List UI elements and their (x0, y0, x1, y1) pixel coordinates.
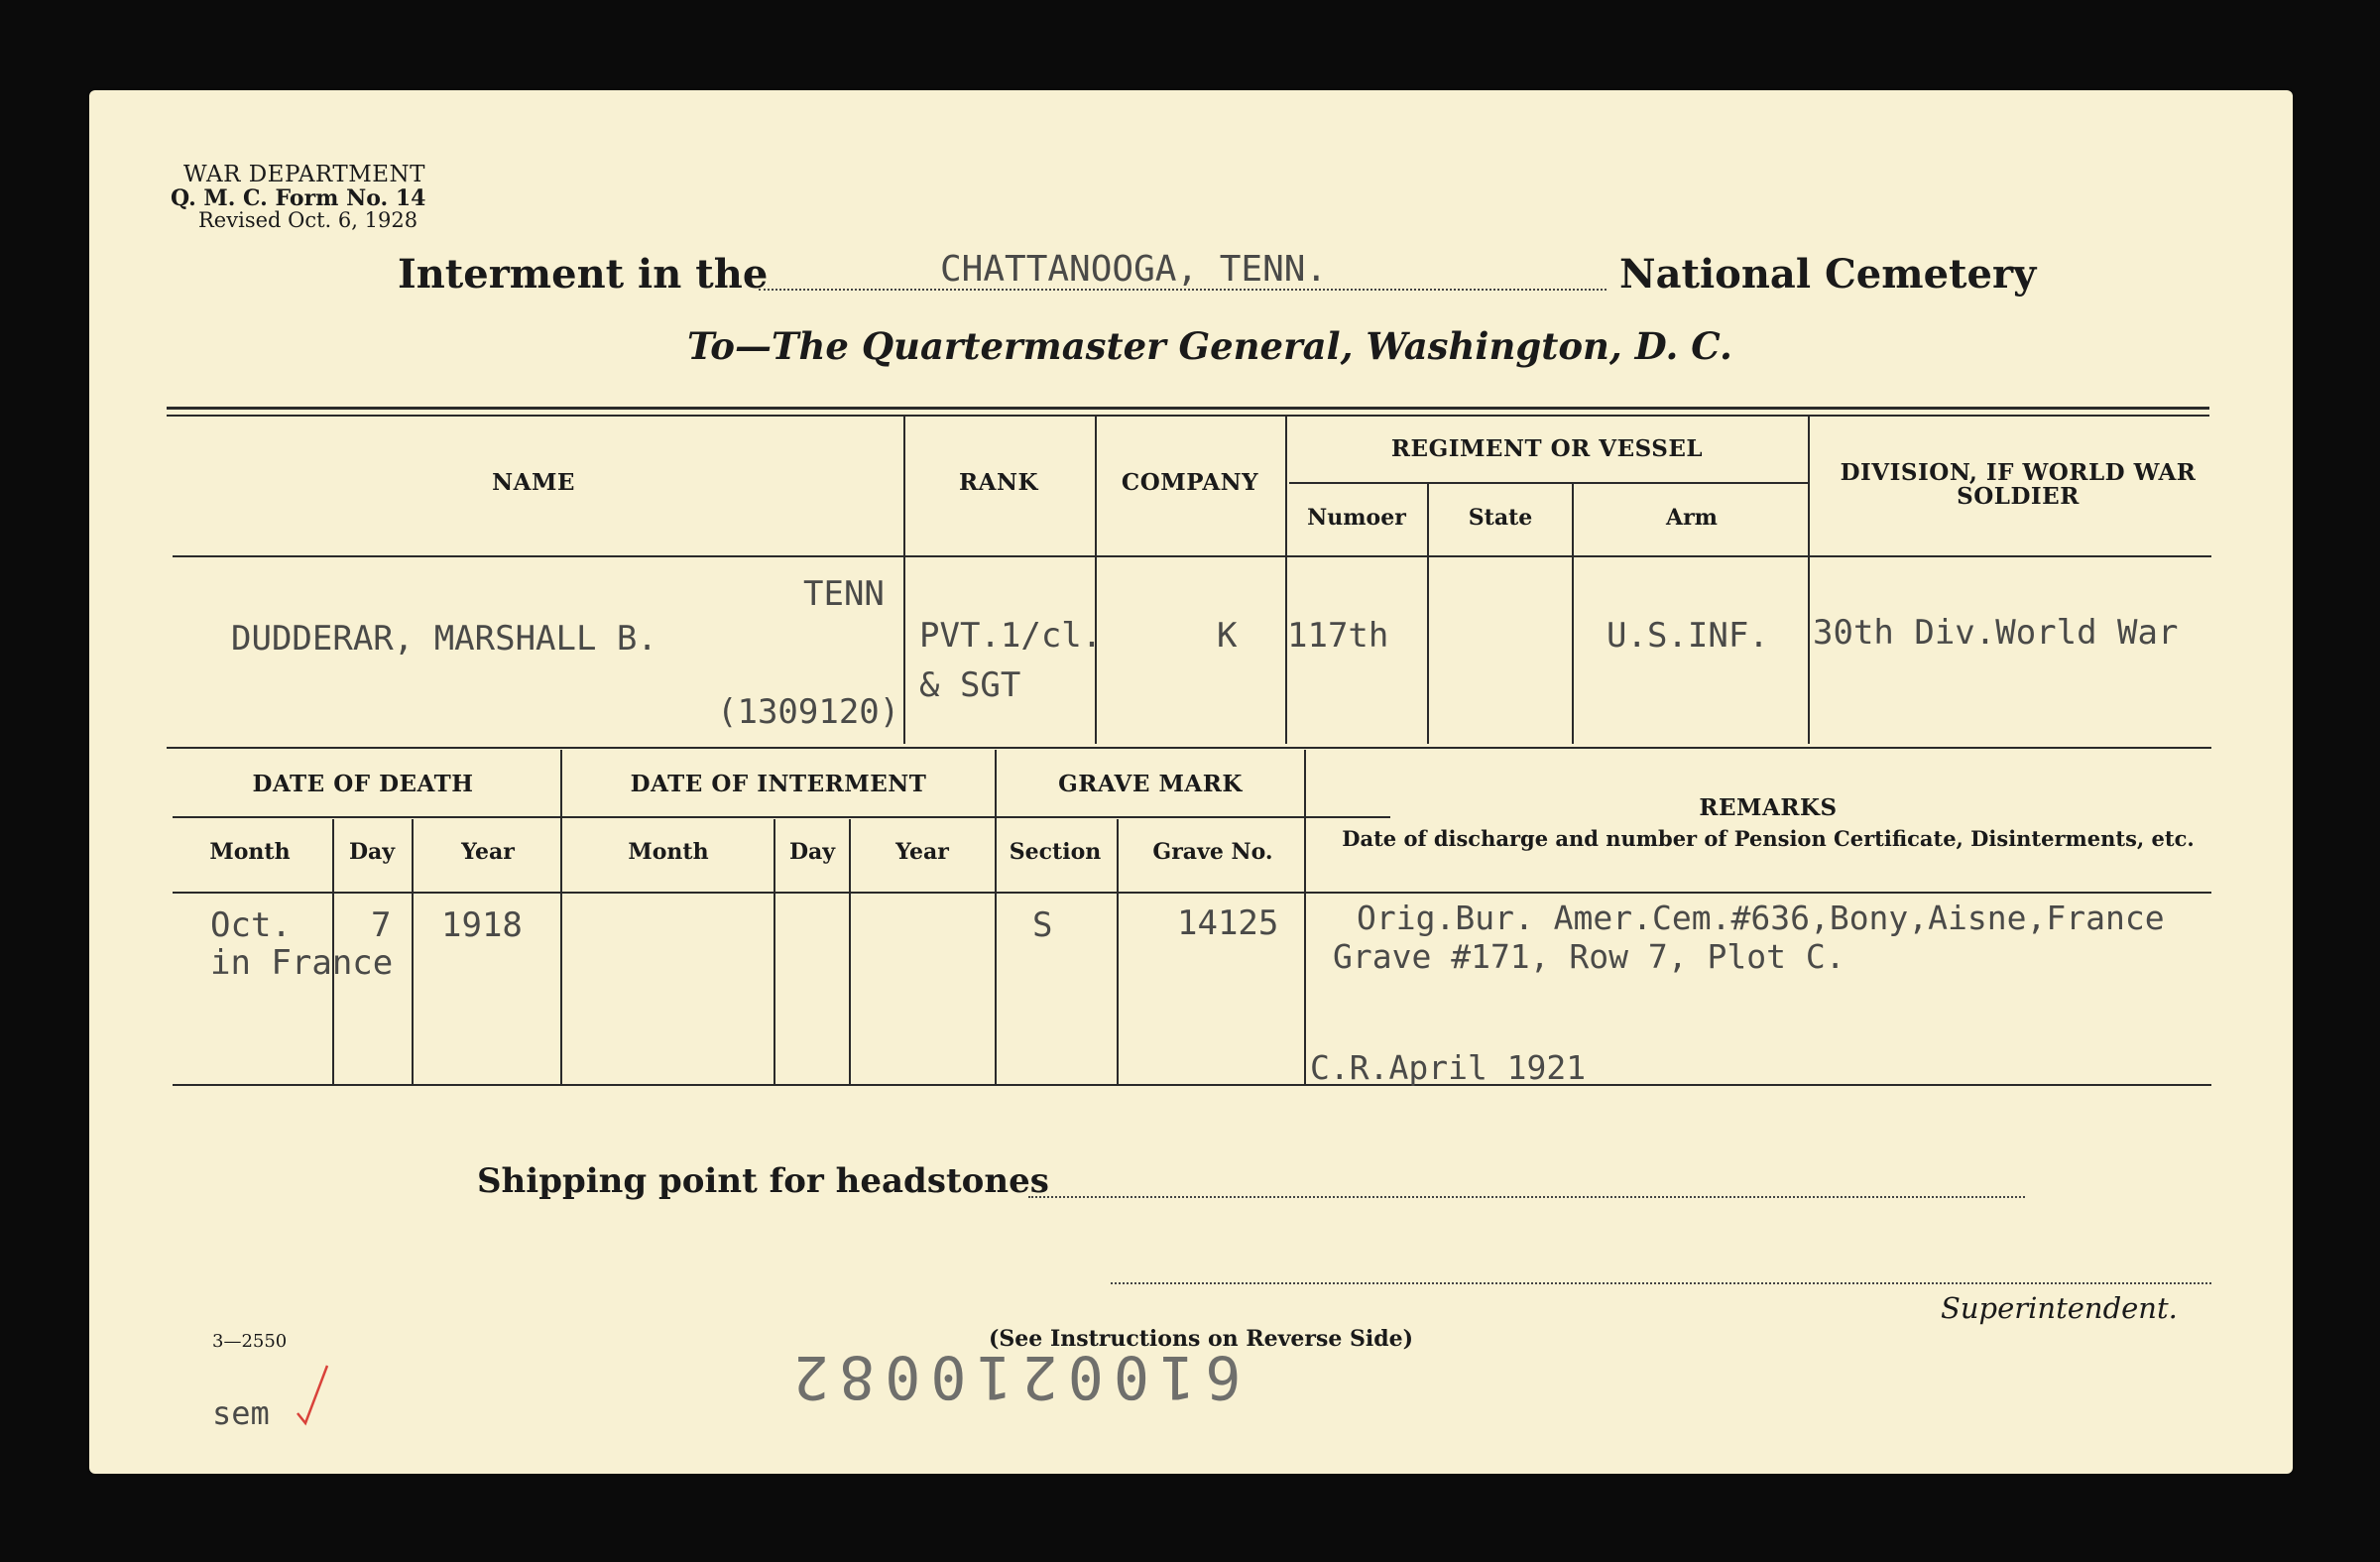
col-divider (849, 819, 851, 1084)
regiment-number-value: 117th (1287, 616, 1389, 656)
date-of-death-header: DATE OF DEATH (252, 771, 474, 797)
top-rule-2 (167, 415, 2209, 417)
company-header: COMPANY (1121, 469, 1259, 496)
remarks-subheader: Date of discharge and number of Pension Certificate, Disinterments, etc. (1342, 826, 2195, 851)
grave-no-header: Grave No. (1152, 839, 1273, 865)
interment-day-header: Day (788, 839, 836, 865)
col-divider (1572, 483, 1574, 744)
col-divider (995, 750, 997, 1084)
date-of-interment-header: DATE OF INTERMENT (630, 771, 927, 797)
instructions-note: (See Instructions on Reverse Side) (989, 1326, 1414, 1352)
title-suffix: National Cemetery (1619, 251, 2037, 298)
rank-header: RANK (959, 469, 1038, 496)
col-divider (412, 819, 414, 1084)
section-header: Section (1009, 839, 1102, 865)
lower-header-rule (173, 892, 2211, 894)
middle-rule (167, 747, 2211, 749)
addressee-line: To—The Quartermaster General, Washington, D. C. (687, 324, 1732, 368)
shipping-point-label: Shipping point for headstones (477, 1161, 1049, 1201)
division-header-line2: SOLDIER (1957, 483, 2080, 510)
state-header: State (1468, 505, 1533, 531)
col-divider (1285, 417, 1287, 744)
superintendent-label: Superintendent. (1941, 1291, 2178, 1325)
division-header-line1: DIVISION, IF WORLD WAR (1840, 459, 2197, 486)
shipping-point-line (1028, 1196, 2025, 1198)
col-divider (903, 417, 905, 744)
form-number: Q. M. C. Form No. 14 (171, 185, 426, 211)
check-mark-icon (296, 1362, 331, 1427)
revised-date: Revised Oct. 6, 1928 (198, 208, 418, 232)
division-value: 30th Div.World War (1813, 613, 2179, 653)
col-divider (1304, 750, 1306, 1084)
col-divider (1427, 483, 1429, 744)
bottom-table-rule (173, 1084, 2211, 1086)
interment-month-header: Month (628, 839, 709, 865)
number-header: Numoer (1307, 505, 1406, 531)
top-rule (167, 407, 2209, 410)
death-day-header: Day (348, 839, 396, 865)
rank-line1: PVT.1/cl. (919, 616, 1103, 656)
remarks-line3: C.R.April 1921 (1310, 1048, 1587, 1087)
remarks-line1: Orig.Bur. Amer.Cem.#636,Bony,Aisne,France (1357, 899, 2165, 937)
serial-number: 6100210082 (783, 1342, 1242, 1411)
interment-card (89, 90, 2293, 1474)
grave-no-value: 14125 (1177, 903, 1279, 943)
superintendent-line (1111, 1282, 2211, 1284)
soldier-name: DUDDERAR, MARSHALL B. (231, 619, 657, 659)
regiment-rule (1289, 482, 1808, 484)
lower-group-rule (173, 816, 1390, 818)
grave-mark-header: GRAVE MARK (1058, 771, 1243, 797)
remarks-header: REMARKS (1699, 794, 1838, 821)
remarks-line2: Grave #171, Row 7, Plot C. (1333, 937, 1845, 976)
service-number: (1309120) (717, 692, 900, 732)
col-divider (774, 819, 775, 1084)
company-value: K (1217, 616, 1238, 656)
interment-year-header: Year (895, 839, 949, 865)
death-year-header: Year (461, 839, 515, 865)
col-divider (1095, 417, 1097, 744)
arm-value: U.S.INF. (1606, 616, 1769, 656)
section-value: S (1032, 905, 1053, 945)
title-prefix: Interment in the (398, 251, 769, 298)
regiment-header: REGIMENT OR VESSEL (1390, 435, 1704, 462)
clerk-initials: sem (212, 1394, 270, 1432)
death-day-value: 7 (371, 905, 392, 945)
death-month-header: Month (209, 839, 291, 865)
death-year-value: 1918 (441, 905, 523, 945)
form-code: 3—2550 (212, 1331, 288, 1352)
col-divider (560, 750, 562, 1084)
rank-line2: & SGT (919, 665, 1021, 705)
col-divider (1808, 417, 1810, 744)
death-month-value: Oct. (210, 905, 292, 945)
cemetery-name: CHATTANOOGA, TENN. (940, 249, 1328, 290)
department-label: WAR DEPARTMENT (183, 162, 425, 187)
header-rule (173, 555, 2211, 557)
death-place-value: in France (210, 943, 394, 983)
col-divider (1117, 819, 1119, 1084)
name-header: NAME (492, 469, 575, 496)
state-note: TENN (803, 574, 885, 614)
arm-header: Arm (1666, 505, 1718, 531)
